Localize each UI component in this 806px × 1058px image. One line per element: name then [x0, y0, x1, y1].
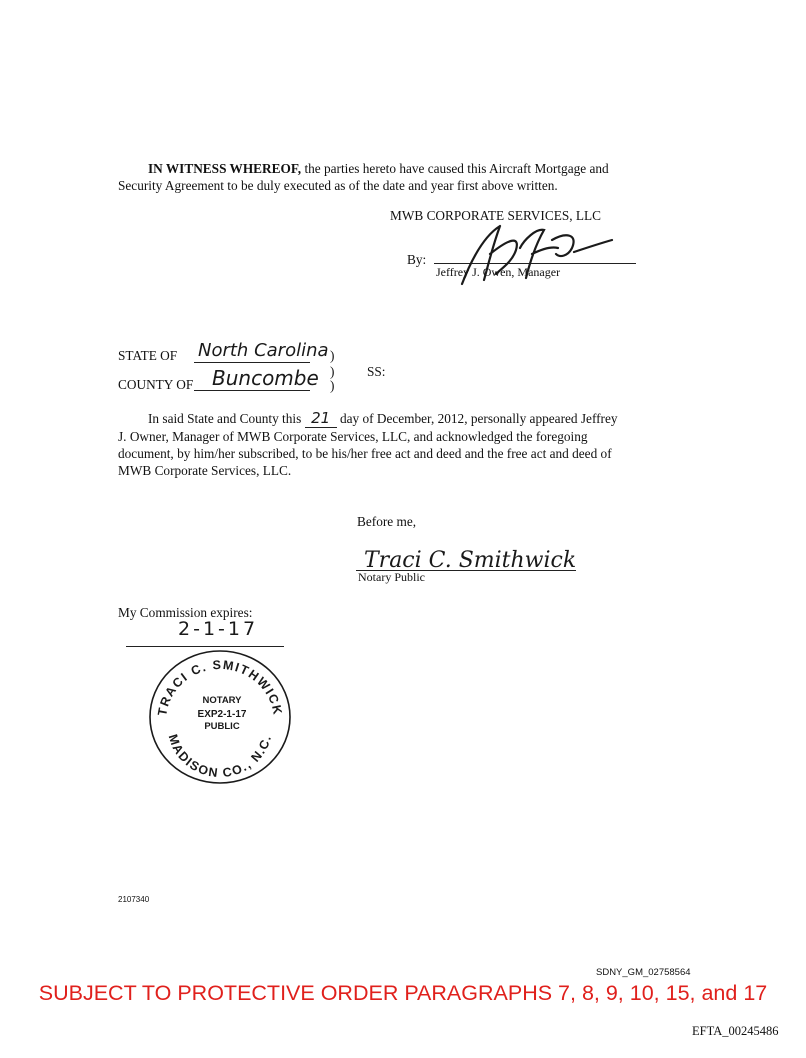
- ss-label: SS:: [367, 364, 386, 379]
- signer-name: Jeffrey J. Owen, Manager: [436, 265, 561, 279]
- ack-pre: In said State and County this: [148, 411, 302, 426]
- acknowledgment-paragraph: [118, 410, 668, 479]
- seal-name: TRACI C. SMITHWICK: [155, 657, 285, 717]
- bates-number: SDNY_GM_02758564: [596, 967, 691, 978]
- county-value: Buncombe: [212, 366, 319, 390]
- paren-1: ): [330, 348, 335, 363]
- notary-title: Notary Public: [358, 570, 425, 584]
- seal-notary: NOTARY: [202, 695, 242, 706]
- ack-line1: day of December, 2012, personally appeared Jeffrey: [339, 411, 618, 426]
- county-label: COUNTY OF: [118, 377, 194, 392]
- ack-day: 21: [311, 409, 331, 427]
- commission-date: 2-1-17: [178, 618, 259, 640]
- ack-line3: document, by him/her subscribed, to be his/her free act and deed and the free act and deed of: [118, 446, 612, 461]
- company-name: MWB CORPORATE SERVICES, LLC: [390, 208, 601, 223]
- notary-signature: Traci C. Smithwick: [364, 548, 577, 573]
- seal-public: PUBLIC: [204, 721, 240, 732]
- paren-3: ): [330, 378, 335, 393]
- witness-lead: IN WITNESS WHEREOF,: [148, 161, 302, 176]
- witness-paragraph: [118, 160, 668, 194]
- company-signature-image: [440, 218, 620, 293]
- by-label: By:: [407, 252, 427, 267]
- ack-line4: MWB Corporate Services, LLC.: [118, 463, 292, 478]
- paren-2: ): [330, 364, 335, 379]
- county-value-line: [194, 390, 310, 391]
- witness-line1: the parties hereto have caused this Aircraft Mortgage and: [304, 161, 609, 176]
- state-value-line: [194, 362, 310, 363]
- seal-county: MADISON CO., N.C.: [165, 732, 275, 781]
- witness-line2: Security Agreement to be duly executed as of the date and year first above written.: [118, 178, 558, 193]
- ack-line2: J. Owner, Manager of MWB Corporate Services, LLC, and acknowledged the foregoing: [118, 429, 588, 444]
- before-me: Before me,: [357, 514, 417, 529]
- efta-number: EFTA_00245486: [692, 1024, 779, 1038]
- seal-exp: EXP2-1-17: [197, 709, 247, 720]
- state-value: North Carolina: [198, 340, 329, 361]
- notary-seal-icon: [146, 647, 296, 785]
- commission-label: My Commission expires:: [118, 605, 253, 620]
- document-number: 2107340: [118, 895, 150, 904]
- state-label: STATE OF: [118, 348, 178, 363]
- protective-order-notice: SUBJECT TO PROTECTIVE ORDER PARAGRAPHS 7, 8, 9, 10, 15, and 17: [38, 981, 768, 1005]
